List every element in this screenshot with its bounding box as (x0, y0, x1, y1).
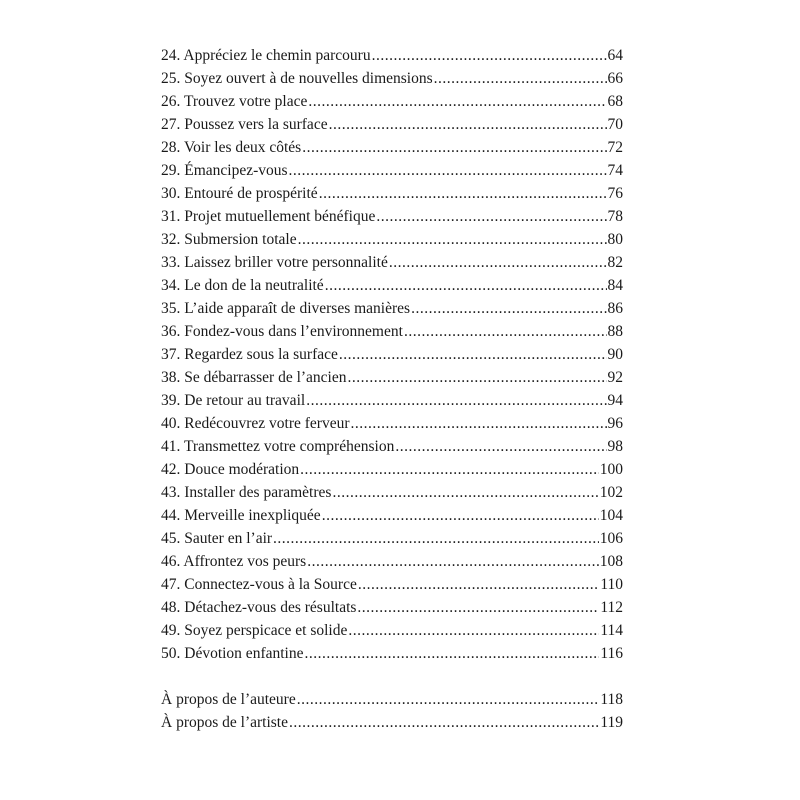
toc-entry-page: 66 (607, 70, 623, 87)
toc-entry-page: 94 (607, 392, 623, 409)
dot-leader (395, 435, 606, 458)
toc-entry-page: 96 (607, 415, 623, 432)
dot-leader (319, 182, 607, 205)
dot-leader (273, 527, 599, 550)
toc-entry-page: 119 (600, 714, 623, 731)
dot-leader (389, 251, 607, 274)
toc-entry (161, 136, 623, 159)
toc-entry (161, 596, 623, 619)
toc-entry-title: 43. Installer des paramètres (161, 484, 332, 501)
table-of-contents (161, 44, 623, 734)
toc-entry (161, 435, 623, 458)
toc-entry (161, 550, 623, 573)
dot-leader (404, 320, 607, 343)
dot-leader (357, 596, 599, 619)
dot-leader (308, 90, 606, 113)
dot-leader (329, 113, 607, 136)
toc-entry-title: 33. Laissez briller votre personnalité (161, 254, 388, 271)
toc-entry-title: 27. Poussez vers la surface (161, 116, 328, 133)
dot-leader (434, 67, 607, 90)
toc-entry-title: 37. Regardez sous la surface (161, 346, 338, 363)
toc-entry-page: 102 (599, 484, 623, 501)
toc-entry-page: 70 (607, 116, 623, 133)
dot-leader (411, 297, 606, 320)
toc-entry-title: À propos de l’artiste (161, 714, 288, 731)
toc-entry-page: 76 (607, 185, 623, 202)
toc-entry-page: 74 (607, 162, 623, 179)
toc-entry-title: 49. Soyez perspicace et solide (161, 622, 348, 639)
dot-leader (348, 366, 607, 389)
toc-entry (161, 389, 623, 412)
toc-entry-title: 38. Se débarrasser de l’ancien (161, 369, 347, 386)
toc-entry-title: 47. Connectez-vous à la Source (161, 576, 357, 593)
toc-entry-title: 39. De retour au travail (161, 392, 306, 409)
toc-entry-page: 98 (607, 438, 623, 455)
dot-leader (289, 159, 607, 182)
toc-entry (161, 67, 623, 90)
toc-entry-title: 36. Fondez-vous dans l’environnement (161, 323, 403, 340)
dot-leader (302, 136, 606, 159)
dot-leader (306, 389, 606, 412)
dot-leader (351, 412, 607, 435)
dot-leader (297, 688, 600, 711)
dot-leader (298, 228, 607, 251)
toc-entry-about-artist (161, 711, 623, 734)
toc-entry-title: 29. Émancipez-vous (161, 162, 288, 179)
toc-entry (161, 573, 623, 596)
toc-entry-page: 84 (607, 277, 623, 294)
toc-entry-about-author (161, 688, 623, 711)
toc-entry-title: 40. Redécouvrez votre ferveur (161, 415, 350, 432)
toc-entry-title: 30. Entouré de prospérité (161, 185, 318, 202)
dot-leader (325, 274, 607, 297)
toc-entry (161, 504, 623, 527)
toc-entry (161, 642, 623, 665)
toc-entry-page: 118 (600, 691, 623, 708)
dot-leader (348, 619, 599, 642)
toc-entry (161, 343, 623, 366)
toc-entry (161, 113, 623, 136)
section-gap (161, 665, 623, 688)
toc-entry-page: 86 (607, 300, 623, 317)
toc-entry-title: 28. Voir les deux côtés (161, 139, 302, 156)
toc-entry (161, 458, 623, 481)
toc-entry-page: 78 (607, 208, 623, 225)
toc-entry-title: 46. Affrontez vos peurs (161, 553, 307, 570)
toc-entry (161, 481, 623, 504)
toc-entry (161, 619, 623, 642)
toc-entry-page: 100 (599, 461, 623, 478)
toc-entry-page: 110 (600, 576, 623, 593)
toc-entry-page: 64 (607, 47, 623, 64)
toc-entry-page: 80 (607, 231, 623, 248)
toc-entry-title: 42. Douce modération (161, 461, 300, 478)
toc-entry-title: 41. Transmettez votre compréhension (161, 438, 395, 455)
dot-leader (376, 205, 606, 228)
toc-entry-title: 50. Dévotion enfantine (161, 645, 304, 662)
toc-entry-page: 68 (607, 93, 623, 110)
toc-entry-title: 26. Trouvez votre place (161, 93, 308, 110)
toc-entry-page: 92 (607, 369, 623, 386)
toc-entry-page: 112 (600, 599, 623, 616)
dot-leader (372, 44, 607, 67)
toc-entry-title: 35. L’aide apparaît de diverses manières (161, 300, 411, 317)
toc-entry-title: 34. Le don de la neutralité (161, 277, 324, 294)
toc-entry-title: 48. Détachez-vous des résultats (161, 599, 357, 616)
dot-leader (300, 458, 599, 481)
toc-entry (161, 182, 623, 205)
toc-entry (161, 44, 623, 67)
toc-entry (161, 366, 623, 389)
dot-leader (307, 550, 599, 573)
toc-entry (161, 527, 623, 550)
toc-entry (161, 90, 623, 113)
dot-leader (289, 711, 599, 734)
toc-entry (161, 251, 623, 274)
dot-leader (358, 573, 599, 596)
toc-entry (161, 412, 623, 435)
toc-entry-title: À propos de l’auteure (161, 691, 296, 708)
toc-entry-page: 72 (607, 139, 623, 156)
toc-entry-title: 24. Appréciez le chemin parcouru (161, 47, 371, 64)
dot-leader (322, 504, 599, 527)
toc-entry (161, 159, 623, 182)
dot-leader (304, 642, 599, 665)
toc-entry-page: 116 (600, 645, 623, 662)
toc-entry-page: 114 (600, 622, 623, 639)
toc-entry (161, 274, 623, 297)
back-matter-list (161, 688, 623, 734)
toc-entry-page: 108 (599, 553, 623, 570)
toc-entry (161, 297, 623, 320)
toc-entry-title: 32. Submersion totale (161, 231, 297, 248)
toc-entry-page: 106 (599, 530, 623, 547)
toc-entry-title: 25. Soyez ouvert à de nouvelles dimensions (161, 70, 433, 87)
toc-entry-title: 45. Sauter en l’air (161, 530, 273, 547)
dot-leader (332, 481, 598, 504)
toc-entry-page: 88 (607, 323, 623, 340)
toc-entry-page: 104 (599, 507, 623, 524)
dot-leader (339, 343, 607, 366)
toc-entry-page: 90 (607, 346, 623, 363)
toc-entry (161, 320, 623, 343)
toc-entry-title: 44. Merveille inexpliquée (161, 507, 321, 524)
toc-entry (161, 205, 623, 228)
toc-entry-title: 31. Projet mutuellement bénéfique (161, 208, 376, 225)
chapter-list (161, 44, 623, 665)
toc-entry-page: 82 (607, 254, 623, 271)
toc-entry (161, 228, 623, 251)
